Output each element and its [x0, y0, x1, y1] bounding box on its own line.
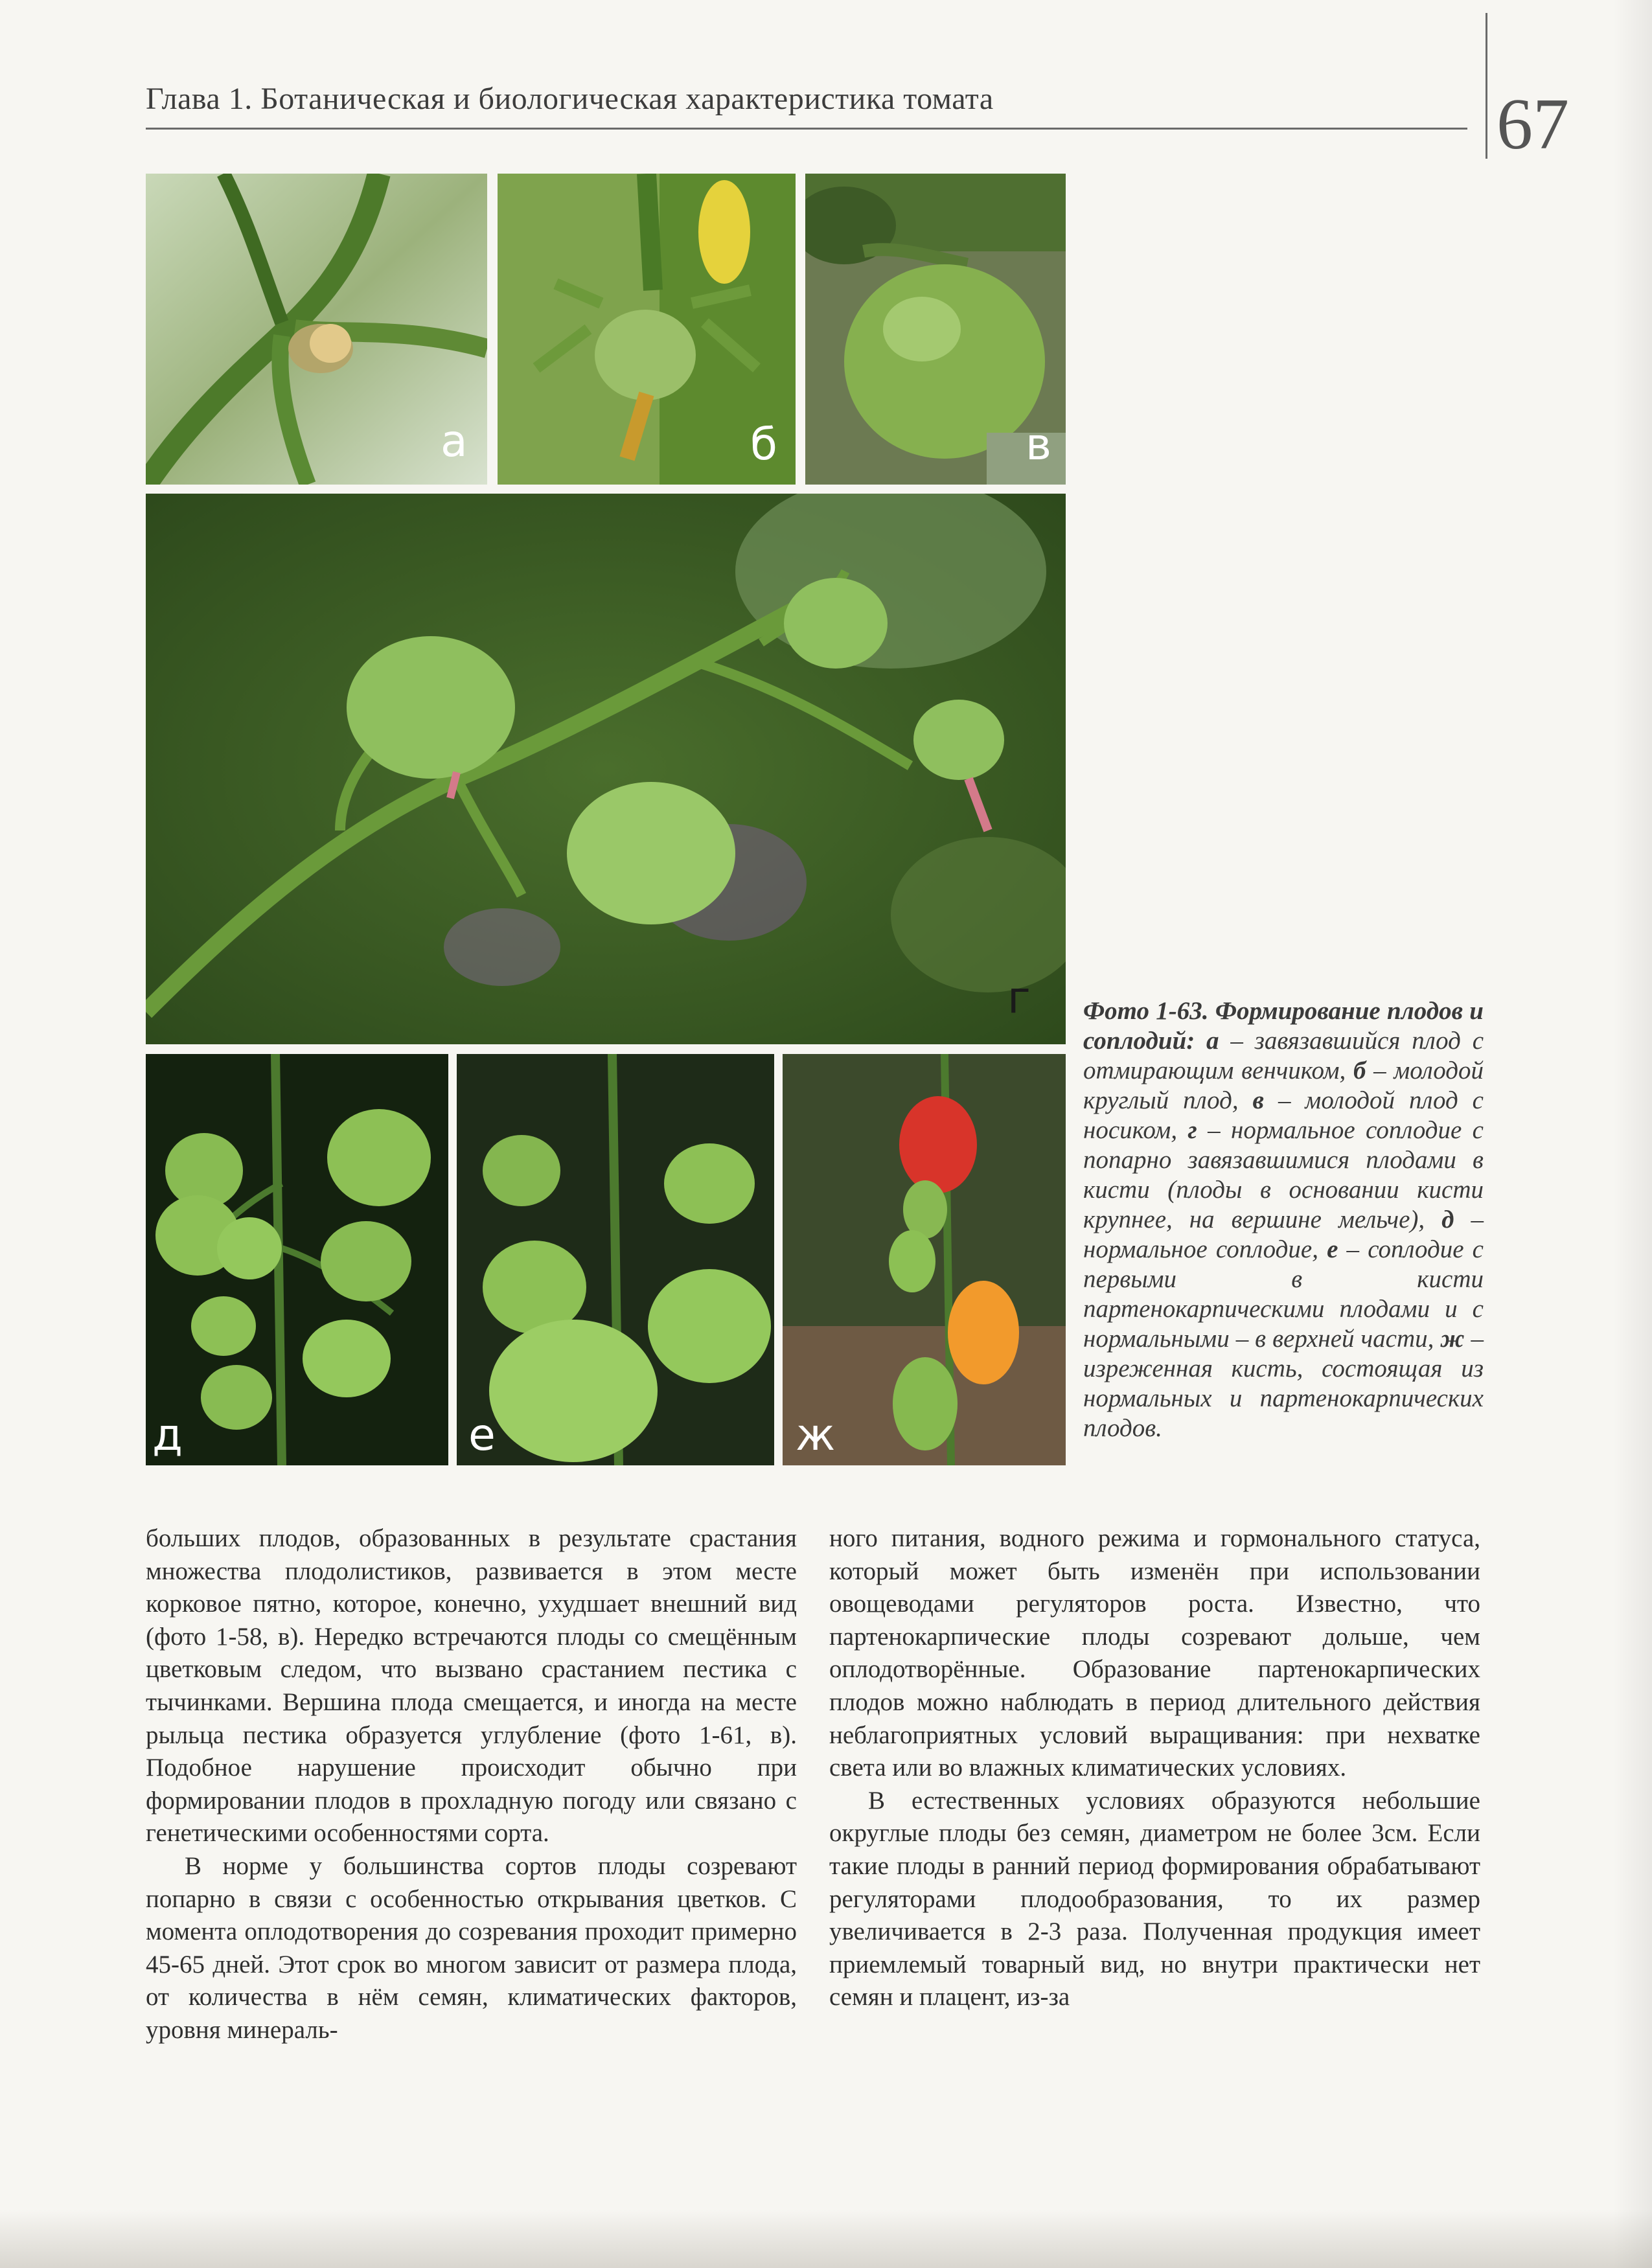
photo-d	[146, 1054, 448, 1465]
page-edge-shadow	[1613, 0, 1652, 2268]
figure-caption	[1083, 996, 1484, 1443]
photo-g-image	[146, 494, 1066, 1044]
left-paragraph-1: больших плодов, образованных в результате срастания множества плодолистиков, развивается в этом месте корковое пятно, которое, конечно, ухудшает внешний вид (фото 1-58, в). Нередко встречаются плоды со смещённым цветковым следом, что вызвано срастанием пестика с тычинками. Вершина плода смещается, и иногда на месте рыльца пестика образуется углубление (фото 1-61, в). Подобное нарушение происходит обычно при формировании плодов в прохладную погоду или связано с генетическими особенностями сорта.	[146, 1524, 797, 1848]
caption-text-d: – нормальное соплодие,	[1083, 1206, 1484, 1263]
photo-a-image	[146, 174, 487, 485]
photo-v-label: в	[1026, 419, 1052, 470]
header-rule	[146, 128, 1467, 130]
header-vertical-rule	[1486, 13, 1487, 159]
caption-letter-e: е	[1327, 1235, 1338, 1263]
photo-zh-label: ж	[796, 1410, 836, 1461]
caption-letter-b: б	[1353, 1057, 1366, 1084]
right-paragraph-2: В естественных условиях образуются небольшие округлые плоды без семян, диаметром не более 3см. Если такие плоды в ранний период формирования обрабатывают регуляторами плодообразования, то их размер увеличивается в 2-3 раза. Полученная продукция имеет приемлемый товарный вид, но внутри практически нет семян и плацент, из-за	[829, 1786, 1480, 2011]
page-bottom-shadow	[0, 2210, 1652, 2268]
caption-text-g: – нормальное соплодие с попарно завязавшимися плодами в кисти (плоды в основании кисти крупнее, на вершине мельче),	[1083, 1116, 1484, 1233]
caption-text-b: – молодой круглый плод,	[1083, 1057, 1484, 1114]
photo-b-label: б	[750, 419, 777, 470]
photo-zh	[783, 1054, 1066, 1465]
photo-d-label: д	[152, 1410, 183, 1461]
photo-a-label: а	[441, 416, 468, 467]
photo-a	[146, 174, 487, 485]
body-left-column	[146, 1522, 797, 2047]
body-right-column	[829, 1522, 1480, 2014]
running-header	[146, 81, 1474, 133]
photo-e	[457, 1054, 774, 1465]
caption-text-zh: – изреженная кисть, состоящая из нормальных и партенокарпических плодов.	[1083, 1325, 1484, 1442]
caption-text-v: – молодой плод с носиком,	[1083, 1086, 1484, 1144]
running-title: Глава 1. Ботаническая и биологическая характеристика томата	[146, 82, 994, 116]
caption-text-e: – соплодие с первыми в кисти партенокарпическими плодами и с нормальными – в верхней части,	[1083, 1235, 1484, 1353]
photo-e-image	[457, 1054, 774, 1465]
photo-b	[498, 174, 796, 485]
photo-g	[146, 494, 1066, 1044]
caption-letter-g: г	[1187, 1116, 1197, 1144]
photo-v	[805, 174, 1066, 485]
photo-d-image	[146, 1054, 448, 1465]
caption-letter-a: а	[1206, 1027, 1219, 1055]
page-number: 67	[1497, 84, 1569, 165]
photo-e-label: е	[468, 1410, 496, 1461]
right-paragraph-1: ного питания, водного режима и гормонального статуса, который может быть изменён при использовании овощеводами регуляторов роста. Известно, что партенокарпические плоды созревают дольше, чем оплодотворённые. Образование партенокарпических плодов можно наблюдать в период длительного действия неблагоприятных условий выращивания: при нехватке света или во влажных климатических условиях.	[829, 1524, 1480, 1782]
caption-letter-zh: ж	[1440, 1325, 1465, 1353]
caption-title: Фото 1-63. Формирование плодов и соплодий:	[1083, 997, 1484, 1055]
left-paragraph-2: В норме у большинства сортов плоды созревают попарно в связи с особенностью открывания цветков. С момента оплодотворения до созревания проходит примерно 45-65 дней. Этот срок во многом зависит от размера плода, от количества в нём семян, климатических факторов, уровня минераль-	[146, 1851, 797, 2044]
caption-text-a: – завязавшийся плод с отмирающим венчиком,	[1083, 1027, 1484, 1084]
caption-letter-v: в	[1252, 1086, 1264, 1114]
photo-g-label: г	[1007, 972, 1031, 1024]
caption-letter-d: д	[1441, 1206, 1454, 1233]
photo-zh-image	[783, 1054, 1066, 1465]
